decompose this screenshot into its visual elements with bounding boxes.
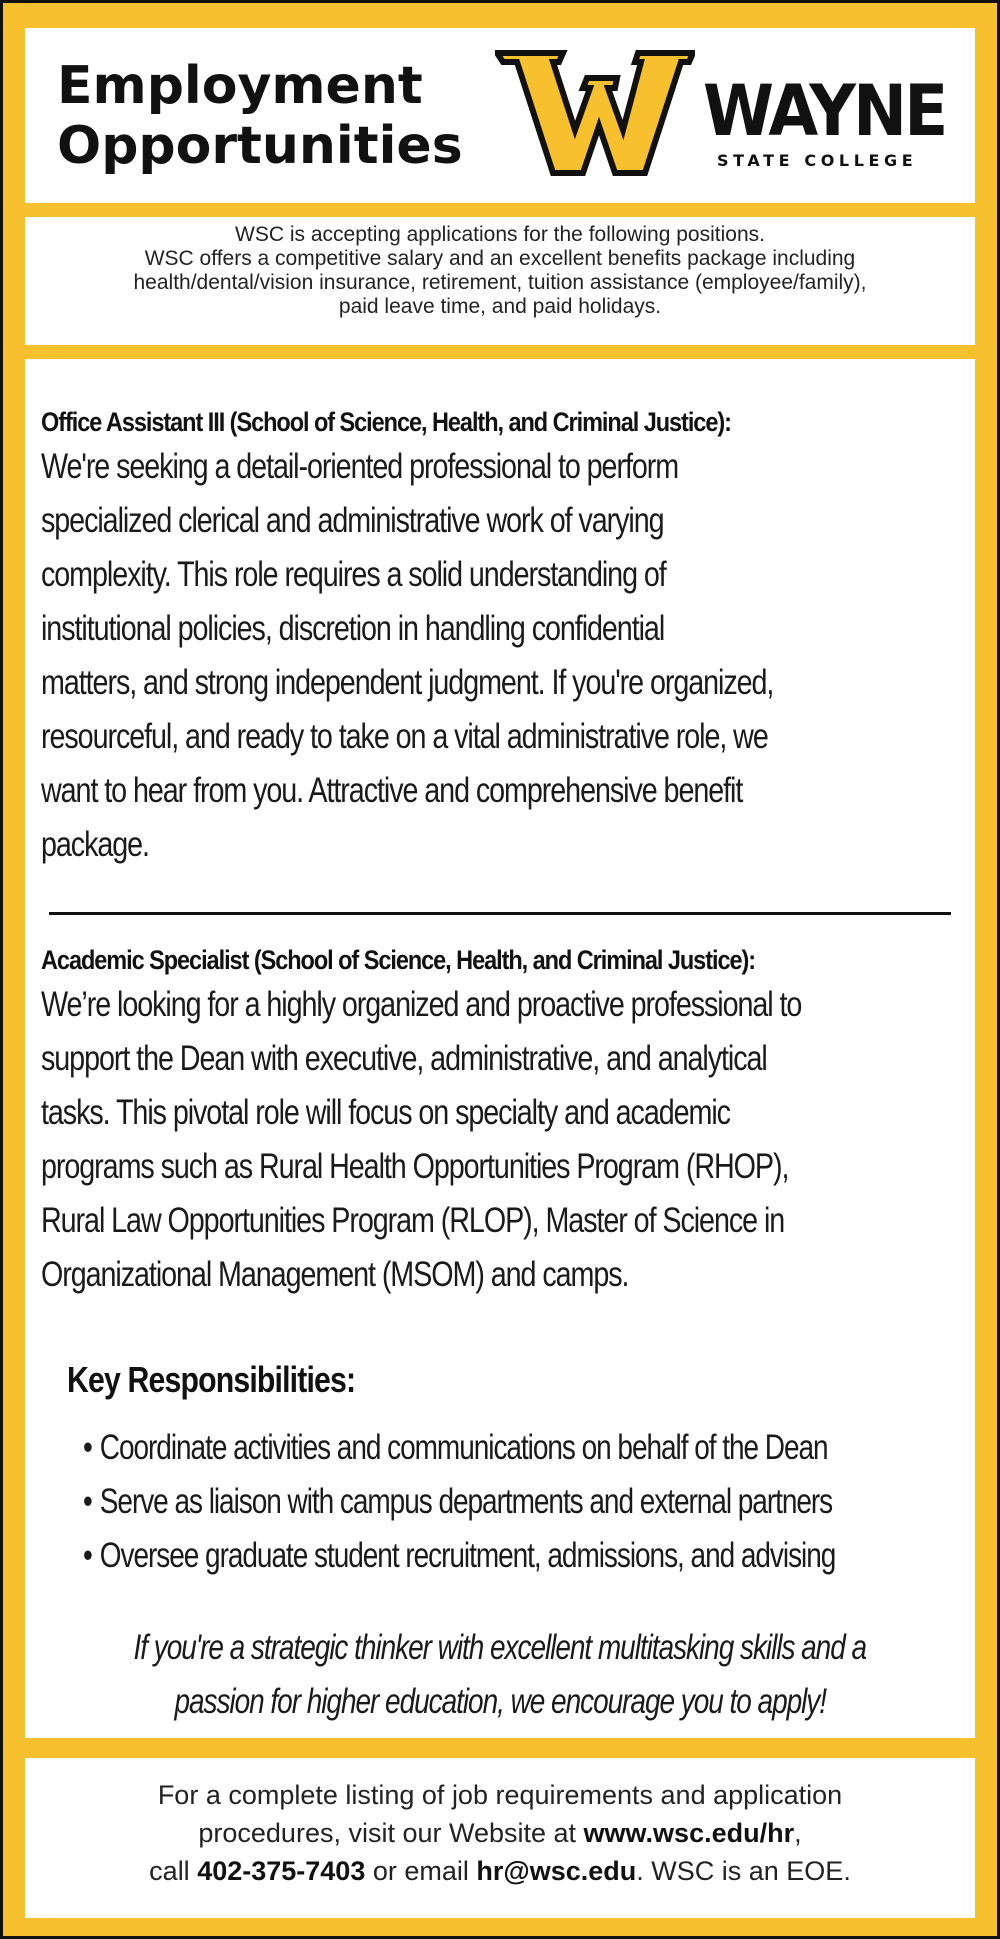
job-line: support the Dean with executive, administrative, and analytical	[41, 1039, 767, 1078]
list-item: • Serve as liaison with campus departments and external partners	[83, 1475, 835, 1529]
footer-text-segment: call	[149, 1856, 198, 1886]
job-description	[41, 440, 935, 872]
list-item: • Oversee graduate student recruitment, admissions, and advising	[83, 1529, 835, 1583]
job-title: Office Assistant III (School of Science, Health, and Criminal Justice):	[41, 407, 731, 437]
title-line-1: Employment	[57, 56, 423, 116]
wayne-w-logo-icon	[495, 48, 695, 183]
contact-info	[25, 1758, 975, 1890]
intro-text	[25, 217, 975, 319]
wayne-state-logo	[495, 48, 985, 183]
intro-line: paid leave time, and paid holidays.	[338, 295, 662, 318]
section-divider	[49, 912, 951, 915]
logo-wordmark: WAYNE	[703, 70, 946, 152]
job-title: Academic Specialist (School of Science, Health, and Criminal Justice):	[41, 945, 756, 975]
footer-text-segment: ,	[794, 1818, 802, 1848]
footer-line	[25, 1814, 975, 1852]
footer-panel	[25, 1758, 975, 1918]
intro-line: health/dental/vision insurance, retirement, tuition assistance (employee/family),	[133, 271, 867, 294]
job-line: resourceful, and ready to take on a vital administrative role, we	[41, 717, 768, 756]
footer-text-segment: . WSC is an EOE.	[636, 1856, 851, 1886]
job-line: Organizational Management (MSOM) and camps.	[41, 1255, 629, 1294]
page-title	[57, 56, 463, 176]
footer-text-segment: or email	[365, 1856, 477, 1886]
job-line: want to hear from you. Attractive and comprehensive benefit	[41, 771, 743, 810]
job-line: We’re looking for a highly organized and proactive professional to	[41, 985, 802, 1024]
job-line: institutional policies, discretion in handling confidential	[41, 609, 665, 648]
title-line-2: Opportunities	[57, 116, 463, 176]
job-line: Rural Law Opportunities Program (RLOP), Master of Science in	[41, 1201, 785, 1240]
job-line: programs such as Rural Health Opportunities Program (RHOP),	[41, 1147, 789, 1186]
job-line: package.	[41, 825, 149, 864]
closing-statement	[25, 1621, 975, 1729]
logo-tagline: STATE COLLEGE	[717, 151, 918, 170]
phone-number[interactable]: 402-375-7403	[197, 1856, 366, 1886]
footer-text-segment: procedures, visit our Website at	[198, 1818, 584, 1848]
job-line: tasks. This pivotal role will focus on specialty and academic	[41, 1093, 730, 1132]
responsibilities-list	[83, 1421, 835, 1583]
main-panel	[25, 359, 975, 1738]
footer-line: For a complete listing of job requirements and application	[157, 1780, 843, 1810]
intro-panel	[25, 217, 975, 345]
job-academic-specialist	[25, 945, 1000, 1302]
intro-line: WSC offers a competitive salary and an excellent benefits package including	[144, 247, 856, 270]
job-line: complexity. This role requires a solid understanding of	[41, 555, 666, 594]
intro-line: WSC is accepting applications for the following positions.	[235, 223, 765, 246]
job-description	[41, 978, 935, 1302]
list-item: • Coordinate activities and communications on behalf of the Dean	[83, 1421, 835, 1475]
closing-line: passion for higher education, we encourage you to apply!	[174, 1682, 826, 1721]
responsibilities-heading: Key Responsibilities:	[67, 1359, 356, 1400]
job-line: specialized clerical and administrative work of varying	[41, 501, 664, 540]
header-panel	[25, 28, 975, 203]
footer-line	[25, 1852, 975, 1890]
job-line: matters, and strong independent judgment. If you're organized,	[41, 663, 774, 702]
closing-line: If you're a strategic thinker with excellent multitasking skills and a	[133, 1628, 867, 1667]
job-line: We're seeking a detail-oriented professional to perform	[41, 447, 679, 486]
email-link[interactable]: hr@wsc.edu	[476, 1856, 637, 1886]
website-link[interactable]: www.wsc.edu/hr	[583, 1818, 795, 1848]
job-office-assistant	[25, 407, 1000, 872]
